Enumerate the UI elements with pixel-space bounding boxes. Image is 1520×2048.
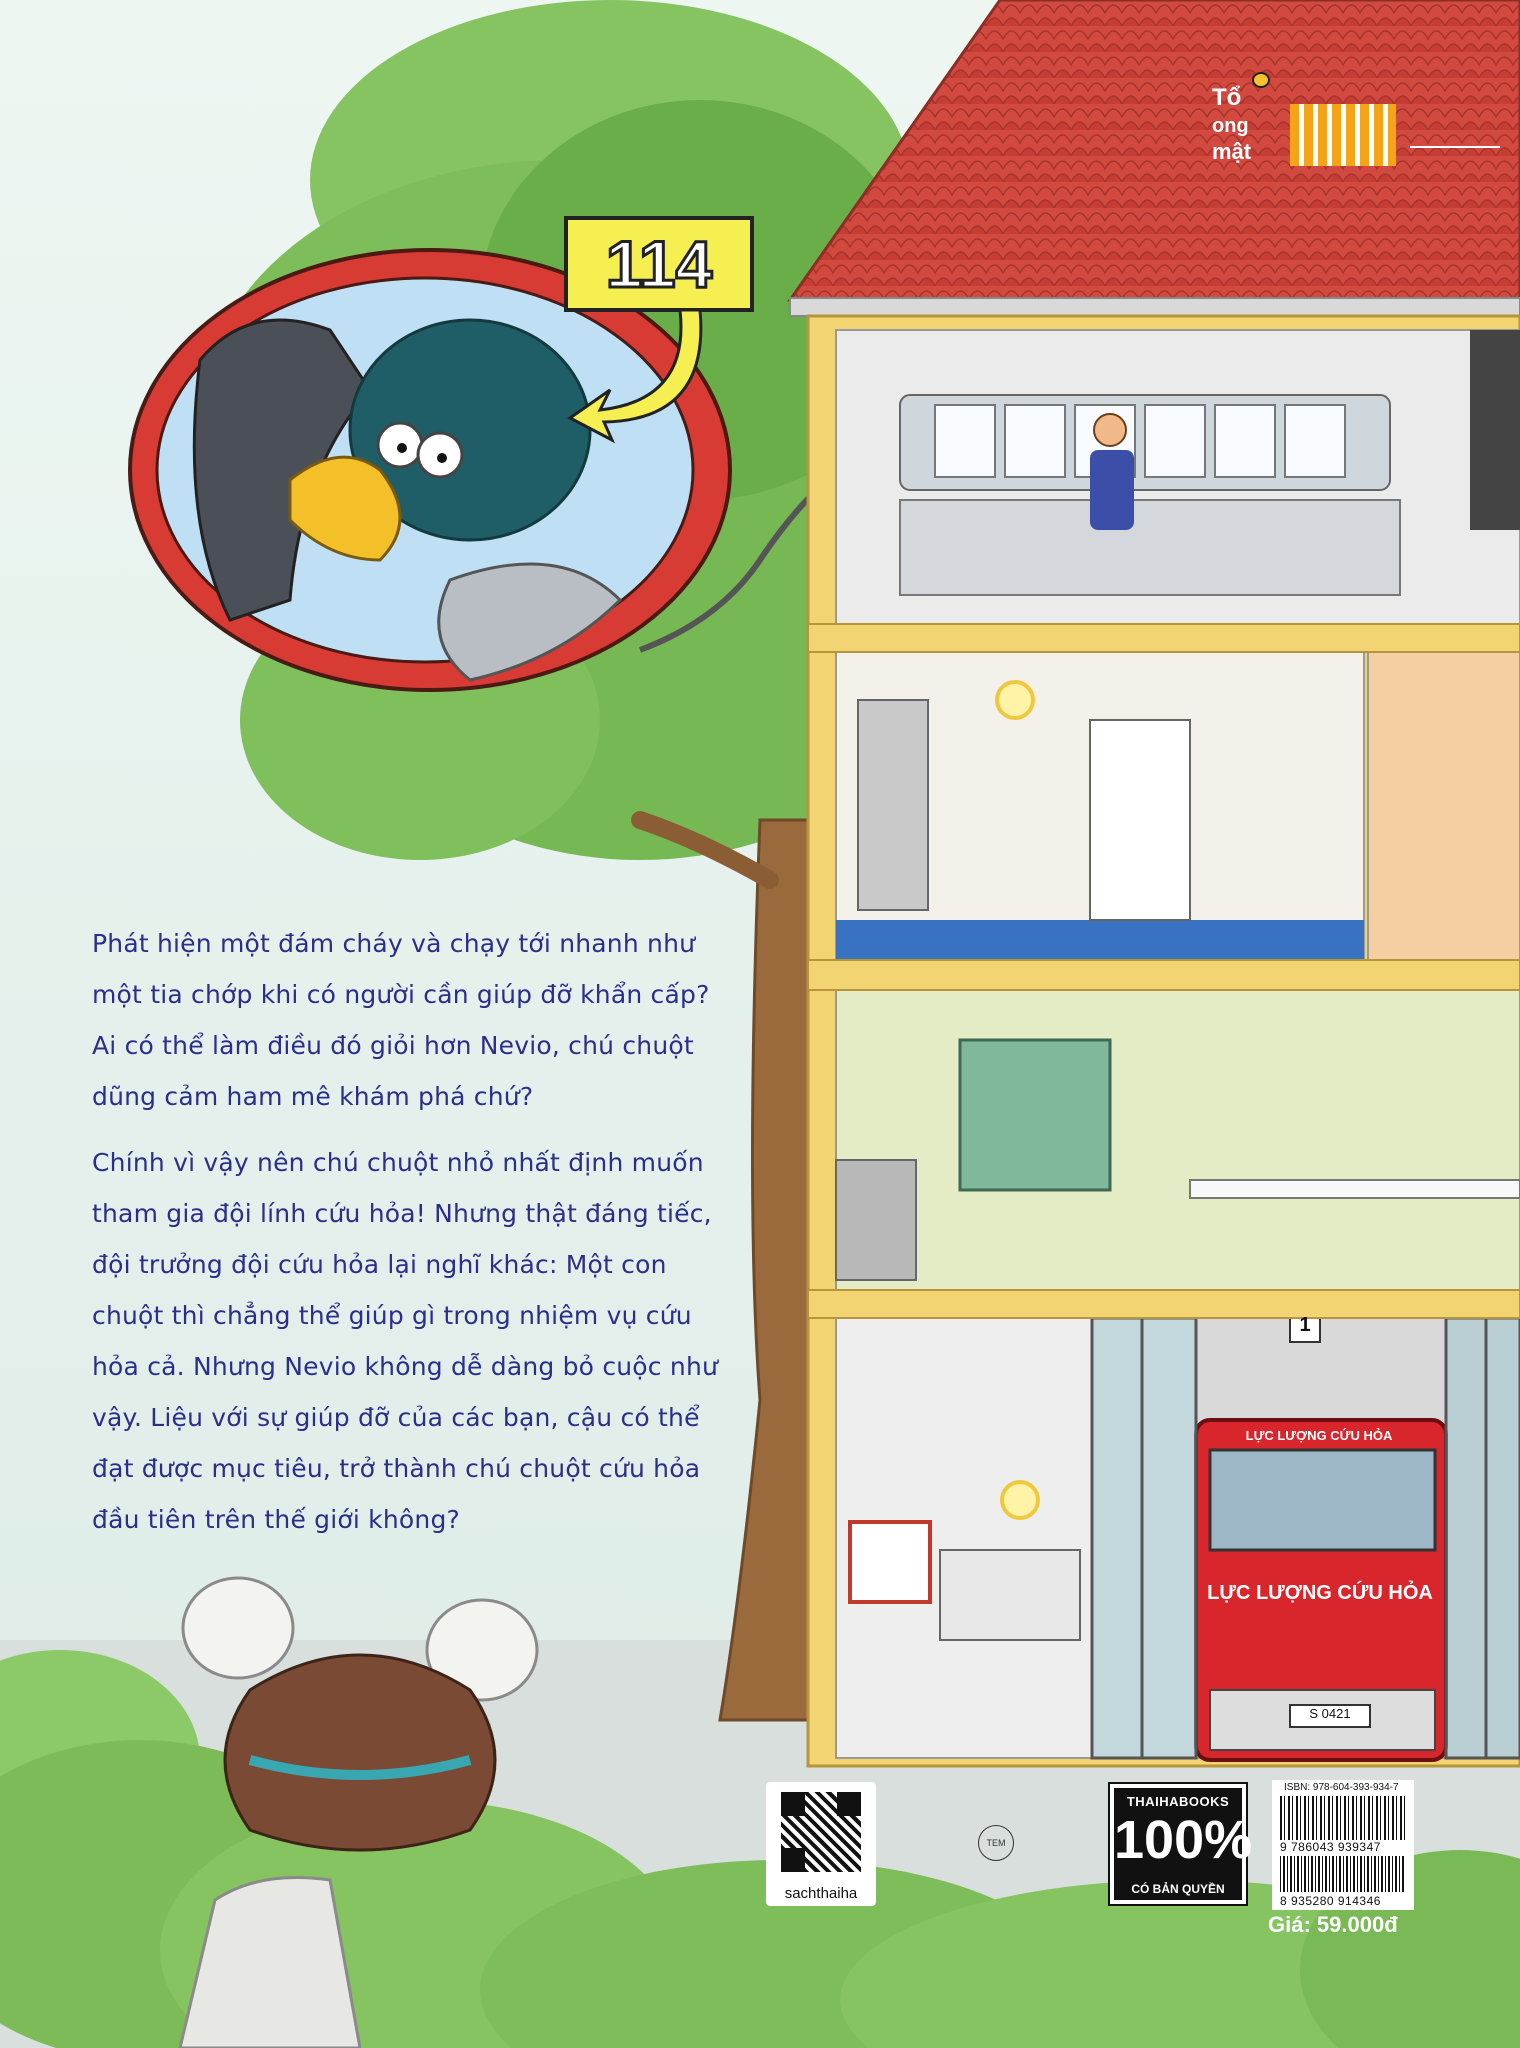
qr-pattern [781,1792,861,1872]
publisher-logo-stripes [1290,104,1396,166]
badge-percent: 100% [1114,1810,1253,1870]
qr-code[interactable] [766,1782,876,1906]
price-label: Giá: 59.000đ [1268,1912,1398,1937]
bee-icon [1252,72,1270,88]
ean-digits: 8 935280 914346 [1280,1894,1381,1908]
badge-publisher: THAIHABOOKS [1126,1794,1230,1809]
barcode-ean [1280,1856,1406,1892]
truck-label: LỰC LƯỢNG CỨU HỎA [1207,1582,1433,1604]
isbn-text: ISBN: 978-604-393-934-7 [1284,1782,1399,1793]
barcode-isbn [1280,1796,1406,1840]
blurb-paragraph-1: Phát hiện một đám cháy và chạy tới nhanh như một tia chớp khi có người cần giúp đỡ khẩn cấp? Ai có thể làm điều đó giỏi hơn Nevio, chú chuột dũng cảm ham mê khám phá chứ? [92,929,710,1111]
badge-caption: CÓ BẢN QUYỀN [1131,1882,1225,1896]
copyright-badge [1108,1782,1253,1906]
truck-banner: LỰC LƯỢNG CỨU HỎA [1245,1428,1393,1443]
tem-stamp [978,1825,1014,1861]
publisher-logo-line1: Tổ [1212,84,1242,111]
publisher-logo-rule [1410,146,1500,148]
qr-caption: sachthaiha [784,1885,858,1902]
garage-number: 1 [1299,1314,1311,1336]
blurb-paragraph-2: Chính vì vậy nên chú chuột nhỏ nhất định muốn tham gia đội lính cứu hỏa! Nhưng thật đáng tiếc, đội trưởng đội cứu hỏa lại nghĩ khác: Một con chuột thì chẳng thể giúp gì trong nhiệm vụ cứu hỏa cả. Nhưng Nevio không dễ dàng bỏ cuộc như vậy. Liệu với sự giúp đỡ của các bạn, cậu có thể đạt được mục tiêu, trở thành chú chuột cứu hỏa đầu tiên trên thế giới không? [92,1148,719,1534]
license-plate: S 0421 [1309,1706,1351,1721]
tem-label: TEM [986,1838,1006,1848]
barcode-panel [1272,1780,1414,1910]
publisher-logo-line3: mật [1212,139,1252,164]
isbn-digits: 9 786043 939347 [1280,1840,1381,1854]
publisher-logo-line2: ong [1212,115,1249,137]
fire-station-building [790,0,1520,1766]
emergency-number: 114 [605,227,713,301]
canteen [836,990,1520,1290]
